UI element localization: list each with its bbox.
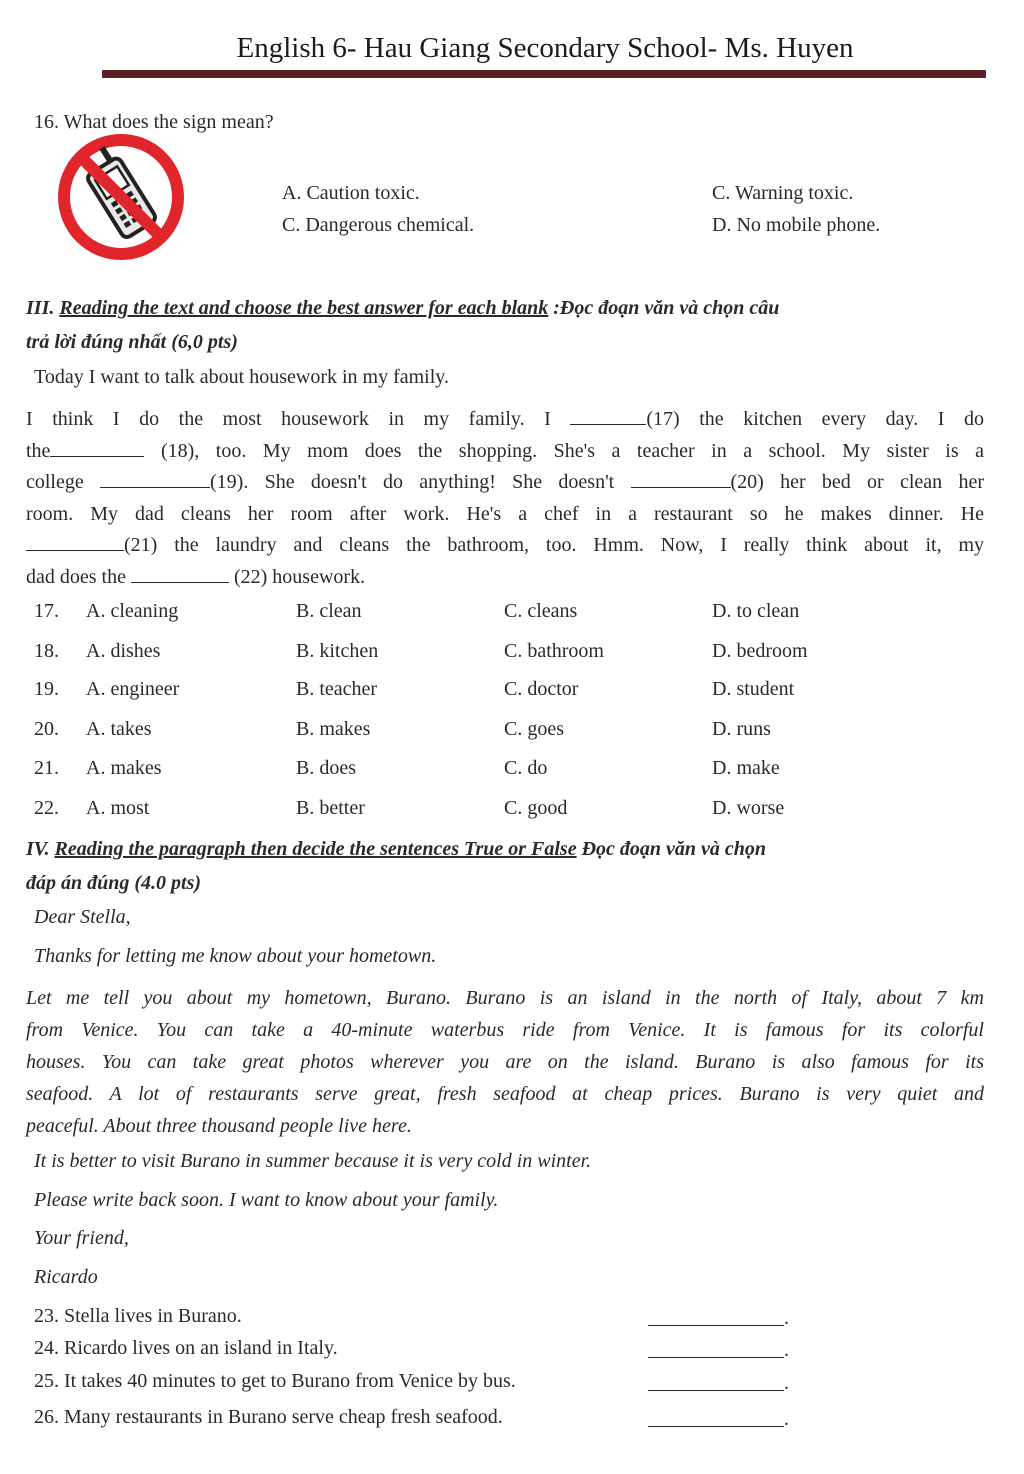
section-3-paragraph: I think I do the most housework in my family. I (17) the kitchen every day. I do the (18), too. My mom does the shopping. She's a teacher in a school. My sister is a college (19). She doesn't do anything! She doesn't (20) her bed or clean her room. My dad cleans her room after work. He's a chef in a restaurant so he makes dinner. He (21) the laundry and cleans the bathroom, too. Hmm. Now, I really think about it, my dad does the (22) housework. bbox=[26, 408, 984, 588]
option-d[interactable]: D. bedroom bbox=[712, 640, 808, 662]
letter-body: Let me tell you about my hometown, Burano. Burano is an island in the north of Italy, about 7 km from Venice. You can take a 40-minute waterbus ride from Venice. It is famous for its colorful houses. You can take great photos wherever you are on the island. Burano is also famous for its seafood. A lot of restaurants serve great, fresh seafood at cheap prices. Burano is very quiet and peaceful. About three thousand people live here. bbox=[26, 987, 984, 1137]
letter-greeting: Dear Stella, bbox=[34, 906, 131, 928]
blank-19[interactable] bbox=[100, 471, 210, 488]
option-a[interactable]: A. makes bbox=[86, 757, 162, 779]
letter-thanks: Thanks for letting me know about your hometown. bbox=[34, 945, 437, 967]
option-a[interactable]: A. dishes bbox=[86, 640, 161, 662]
option-b[interactable]: B. teacher bbox=[296, 678, 378, 700]
blank-21[interactable] bbox=[26, 534, 124, 551]
letter-closing: Your friend, bbox=[34, 1227, 129, 1249]
tf-question-23: 23. Stella lives in Burano. . bbox=[34, 1305, 789, 1329]
blank-20[interactable] bbox=[631, 471, 731, 488]
blank-17[interactable] bbox=[570, 408, 646, 425]
q16-option-a[interactable]: A. Caution toxic. bbox=[282, 182, 420, 204]
option-d[interactable]: D. runs bbox=[712, 718, 771, 740]
option-b[interactable]: B. kitchen bbox=[296, 640, 379, 662]
answer-blank-26[interactable] bbox=[648, 1426, 784, 1427]
header-divider bbox=[102, 70, 986, 78]
no-mobile-phone-sign-icon bbox=[54, 133, 188, 261]
letter-signature: Ricardo bbox=[34, 1266, 98, 1288]
option-c[interactable]: C. do bbox=[504, 757, 548, 779]
option-c[interactable]: C. doctor bbox=[504, 678, 579, 700]
option-a[interactable]: A. engineer bbox=[86, 678, 180, 700]
option-c[interactable]: C. bathroom bbox=[504, 640, 604, 662]
option-a[interactable]: A. cleaning bbox=[86, 600, 179, 622]
page-title: English 6- Hau Giang Secondary School- Ms. Huyen bbox=[236, 32, 854, 64]
question-16-text: 16. What does the sign mean? bbox=[34, 111, 274, 133]
option-d[interactable]: D. student bbox=[712, 678, 795, 700]
option-c[interactable]: C. good bbox=[504, 797, 568, 819]
answer-blank-23[interactable] bbox=[648, 1325, 784, 1326]
option-a[interactable]: A. takes bbox=[86, 718, 152, 740]
blank-18[interactable] bbox=[50, 440, 144, 457]
mc-question-18: 18. A. dishes B. kitchen C. bathroom D. bedroom bbox=[34, 640, 808, 662]
q16-option-d[interactable]: D. No mobile phone. bbox=[712, 214, 881, 236]
option-b[interactable]: B. makes bbox=[296, 718, 371, 740]
answer-blank-24[interactable] bbox=[648, 1357, 784, 1358]
tf-question-26: 26. Many restaurants in Burano serve cheap fresh seafood. . bbox=[34, 1406, 789, 1430]
letter-summer: It is better to visit Burano in summer because it is very cold in winter. bbox=[34, 1150, 592, 1172]
section-4-title: IV. Reading the paragraph then decide the sentences True or False Đọc đoạn văn và chọn đáp án đúng (4.0 pts) bbox=[26, 838, 767, 894]
mc-question-22: 22. A. most B. better C. good D. worse bbox=[34, 797, 785, 819]
blank-22[interactable] bbox=[131, 566, 229, 583]
option-d[interactable]: D. worse bbox=[712, 797, 785, 819]
section-3-intro: Today I want to talk about housework in my family. bbox=[34, 366, 449, 388]
q16-option-c-dangerous[interactable]: C. Dangerous chemical. bbox=[282, 214, 475, 236]
option-c[interactable]: C. goes bbox=[504, 718, 564, 740]
option-b[interactable]: B. clean bbox=[296, 600, 362, 622]
tf-question-24: 24. Ricardo lives on an island in Italy. . bbox=[34, 1337, 789, 1361]
option-a[interactable]: A. most bbox=[86, 797, 150, 819]
option-d[interactable]: D. to clean bbox=[712, 600, 800, 622]
mc-question-17: 17. A. cleaning B. clean C. cleans D. to clean bbox=[34, 600, 800, 622]
option-c[interactable]: C. cleans bbox=[504, 600, 578, 622]
mc-question-19: 19. A. engineer B. teacher C. doctor D. student bbox=[34, 678, 795, 700]
option-b[interactable]: B. does bbox=[296, 757, 356, 779]
option-b[interactable]: B. better bbox=[296, 797, 365, 819]
answer-blank-25[interactable] bbox=[648, 1390, 784, 1391]
tf-question-25: 25. It takes 40 minutes to get to Burano from Venice by bus. . bbox=[34, 1370, 789, 1394]
q16-option-c-warning[interactable]: C. Warning toxic. bbox=[712, 182, 854, 204]
mc-question-21: 21. A. makes B. does C. do D. make bbox=[34, 757, 780, 779]
mc-question-20: 20. A. takes B. makes C. goes D. runs bbox=[34, 718, 771, 740]
section-3-title: III. Reading the text and choose the best answer for each blank :Đọc đoạn văn và chọn câu trả lời đúng nhất (6,0 pts) bbox=[26, 297, 780, 353]
option-d[interactable]: D. make bbox=[712, 757, 780, 779]
letter-write-back: Please write back soon. I want to know about your family. bbox=[34, 1189, 499, 1211]
